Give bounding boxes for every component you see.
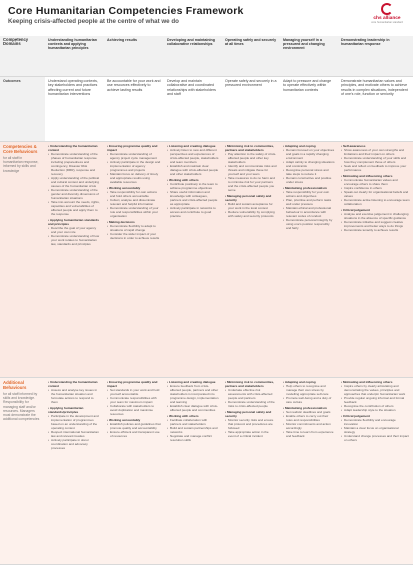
behaviour-item: • Apply understanding of the political and cultural context and underlying causes of the humanitarian crisis [48, 176, 101, 188]
behaviour-item: • Actively participate in networks to access and contribute to good practice [167, 206, 219, 218]
behaviour-group-heading: • Minimising risk to communities, partners and stakeholders [225, 380, 275, 388]
behaviour-item: • Set realistic deadlines and goals [283, 410, 335, 414]
domain-heading: Achieving results [107, 38, 137, 42]
behaviour-item: • Maintain focus on delivery of timely and appropriate results using available resources [107, 172, 161, 184]
behaviour-item: • Remain focused on your objectives and goals in a rapidly changing environment [283, 148, 335, 160]
behaviour-item: • Share useful information and knowledge with colleagues, partners and crisis-affected people as appropriate [167, 190, 219, 206]
behaviour-item: • Assess and analyse key issues in the humanitarian situation and formulate actions to respond to them [48, 388, 101, 404]
page-subtitle: Keeping crisis-affected people at the centre of what we do [8, 18, 179, 25]
core-behaviours-row [0, 142, 413, 378]
behaviour-item: • Show awareness of your own strengths and limitations and their impact on others [341, 148, 410, 156]
domain-heading: Developing and maintaining collaborative relationships [167, 38, 215, 47]
behaviour-item: • Build and sustain acceptance for your work in the local context [225, 202, 277, 210]
behaviour-group-heading: • Adapting and coping [283, 380, 316, 384]
behaviour-item: • Set standards in your work and hold yourself accountable [107, 388, 161, 396]
behaviour-item: • Take responsibility for own actions and hold others accountable [107, 190, 161, 198]
additional-row-label [0, 378, 45, 564]
outcome-text: Operate safely and securely in a pressured environment [225, 79, 277, 88]
behaviour-group-heading: • Ensuring programme quality and impact [107, 144, 158, 152]
behaviour-group-heading: • Critical judgement [341, 414, 370, 418]
behaviour-group-heading: • Listening and creating dialogue [167, 144, 216, 148]
behaviour-item: • Adapt calmly to changing situations and constraints [283, 160, 335, 168]
behaviour-item: • Provide regular ongoing informal and formal feedback [341, 396, 410, 404]
behaviour-group-heading: • Managing personal safety and security [225, 410, 272, 418]
outcome-text: Be accountable for your work and use resources effectively to achieve lasting results [107, 79, 161, 92]
behaviour-item: • Inspire confidence in others [341, 186, 410, 190]
page-title: Core Humanitarian Competencies Framework [8, 5, 244, 17]
behaviour-cell [338, 378, 413, 564]
behaviour-cell [338, 142, 413, 377]
behaviour-item: • Ensure feedback from crisis-affected people, partners and other stakeholders is incorporated into programme design, implementation and learning [167, 384, 219, 404]
logo-name: chs alliance [373, 16, 401, 21]
additional-description: for all staff informed by skills and knowledge. Responsibility for managing staff and/or resources. Managers must demonstrate the additional competencies [3, 392, 40, 422]
behaviour-item: • Take measures to do no harm and to minimise risk for your partners and the crisis-affected people you serve [225, 176, 277, 192]
behaviour-item: • Negotiate and manage conflict resolution skills [167, 434, 219, 442]
additional-behaviours-row [0, 378, 413, 565]
behaviour-cell [104, 378, 164, 564]
behaviour-group-heading: • Adapting and coping [283, 144, 316, 148]
behaviour-cell [164, 378, 222, 564]
page-header [8, 5, 368, 25]
domain-label: Competency Domains [3, 37, 29, 47]
behaviour-item: • Demonstrate flexibility and encourage innovation [341, 418, 410, 426]
behaviour-group-heading: • Working accountably [107, 186, 141, 190]
outcome-text: Develop and maintain collaborative and coordinated relationships with stakeholders and staff [167, 79, 216, 97]
behaviour-cell [164, 142, 222, 377]
behaviour-item: • Facilitate collaboration with partners and stakeholders [167, 418, 219, 426]
behaviour-item: • Establish policies and guidelines that promote quality and accountability [107, 422, 161, 430]
behaviour-item: • Adapt leadership style to the situation [341, 408, 410, 412]
behaviour-item: • Monitor security risks and ensure that protocol and procedures are followed [225, 418, 277, 430]
behaviour-group-heading: • Applying humanitarian standards/principles [48, 406, 84, 414]
behaviour-group-heading: • Working accountably [107, 418, 141, 422]
behaviour-cell [222, 378, 280, 564]
behaviour-cell [222, 142, 280, 377]
behaviour-group-heading: • Critical judgement [341, 208, 370, 212]
behaviour-group-heading: • Listening and creating dialogue [167, 380, 216, 384]
behaviour-group-heading: • Minimising risk to communities, partners and stakeholders [225, 144, 275, 152]
core-description: for all staff in humanitarian response, informed by skills and knowledge [3, 156, 39, 173]
domain-heading: Operating safely and securely at all times [225, 38, 277, 47]
behaviour-item: • Consider the wider impact of your decisions in order to achieve results [107, 232, 161, 240]
behaviour-item: • Speak out clearly for organisational beliefs and values [341, 190, 410, 198]
domain-heading: Understanding humanitarian contexts and applying humanitarian principles [48, 38, 97, 51]
behaviour-item: • Analyse and exercise judgement in challenging situations in the absence of specific guidance [341, 212, 410, 220]
behaviour-item: • Seek and reflect on feedback to improve your performance [341, 164, 410, 172]
behaviour-item: • Help others to recognise and manage their own stress by modelling appropriate self-care [283, 384, 335, 396]
behaviour-group-heading: • Applying humanitarian standards and principles [48, 218, 99, 226]
domain-heading: Demonstrating leadership in humanitarian response [341, 38, 390, 47]
behaviour-group-heading: • Making decisions [107, 220, 135, 224]
behaviour-item: • Take responsibility for your own actions and objectives [283, 190, 335, 198]
behaviour-item: • Take appropriate action in the event of a critical incident [225, 430, 277, 438]
domain-header-row [0, 36, 413, 77]
outcome-text: Adapt to pressure and change to operate effectively within humanitarian contexts [283, 79, 332, 92]
behaviour-item: • Plan, prioritise and perform tasks well under pressure [283, 198, 335, 206]
outcomes-label: Outcomes [0, 77, 45, 141]
behaviour-cell [104, 142, 164, 377]
behaviour-item: • Actively participate in donor coordination and advocacy processes [48, 438, 101, 450]
behaviour-item: • Demonstrate understanding of the gender and diversity dimensions of humanitarian situations [48, 188, 101, 200]
behaviour-item: • Understand change processes and their impact on others [341, 434, 410, 442]
behaviour-item: • Demonstrate tenacity to achieve results [341, 228, 410, 232]
behaviour-group-heading: • Working with others [167, 178, 199, 182]
behaviour-group-heading: • Maintaining professionalism [283, 406, 327, 410]
behaviour-group-heading: • Managing personal safety and security [225, 194, 272, 202]
behaviour-item: • Establish and maintain clear dialogue with crisis-affected people and other stakeholders [167, 164, 219, 176]
core-title: Competencies & Core Behaviours [3, 144, 38, 154]
additional-title: Additional Behaviours [3, 380, 27, 390]
behaviour-item: • Remain constructive and positive under stress [283, 176, 335, 184]
behaviour-group-heading: • Motivating and influencing others [341, 380, 393, 384]
behaviour-item: • Collect, analyse and disseminate relevant and helpful information [107, 198, 161, 206]
chs-logo-icon [381, 3, 393, 15]
behaviour-cell [45, 378, 104, 564]
behaviour-group-heading: • Understanding the humanitarian context [48, 144, 98, 152]
behaviour-item: • Recognise the contribution of others [341, 404, 410, 408]
behaviour-item: • Maintain a clear focus on organisational strategy [341, 426, 410, 434]
behaviour-item: • Demonstrate active listening to encourage team collaboration [341, 198, 410, 206]
outcome-text: Demonstrate humanitarian values and principles, and motivate others to achieve results in complex situations, independent of one's role, function or seniority [341, 79, 408, 97]
behaviour-item: • Demonstrate understanding of the risks to crisis-affected people [225, 400, 277, 408]
behaviour-item: • Ensure efficient and transparent use of resources [107, 430, 161, 438]
outcome-text: Understand operating contexts, key stakeholders and practices affecting current and future humanitarian interventions [48, 79, 98, 97]
behaviour-item: • Maintain ethical and professional behaviour in accordance with relevant codes of conduct [283, 206, 335, 218]
behaviour-item: • Participate in the development and implementation of programmes based on an understanding of the operating context [48, 414, 101, 430]
behaviour-cell [45, 142, 104, 377]
behaviour-item: • Collaborate with stakeholders to avoid duplication and maximise resources [107, 404, 161, 416]
behaviour-item: • Take into account the needs, rights, capacities and vulnerabilities of affected people and apply them to the response [48, 200, 101, 216]
behaviour-cell [280, 378, 338, 564]
behaviour-group-heading: • Understanding the humanitarian context [48, 380, 98, 388]
behaviour-item: • Recognise personal stress and take steps to reduce it [283, 168, 335, 176]
behaviour-group-heading: • Ensuring programme quality and impact [107, 380, 158, 388]
core-row-label [0, 142, 45, 377]
behaviour-item: • Demonstrate flexibility to adapt to situations of rapid change [107, 224, 161, 232]
behaviour-item: • Actively participate in the design and implementation of agency programmes and projects [107, 160, 161, 172]
behaviour-group-heading: • Working with others [167, 414, 199, 418]
behaviour-item: • Reduce vulnerability by complying with safety and security protocols [225, 210, 277, 218]
behaviour-item: • Demonstrate understanding of the phases of humanitarian response including preparedness and contingency, Disaster Risk Reduction (DRR), response and recovery [48, 152, 101, 176]
behaviour-group-heading: • Self-awareness [341, 144, 366, 148]
behaviour-item: • Demonstrate initiative and suggest creative improvements and better ways to do things [341, 220, 410, 228]
behaviour-item: • Actively listen to new and different perspectives and experiences of crisis-affected people, stakeholders and team members [167, 148, 219, 164]
logo-tagline: core humanitarian standard [371, 21, 403, 24]
chs-alliance-logo [367, 3, 407, 29]
behaviour-item: • Enable others to carry out their roles and responsibilities [283, 414, 335, 422]
behaviour-item: • Respect international humanitarian law and relevant treaties [48, 430, 101, 438]
outcomes-row [0, 77, 413, 142]
behaviour-item: • Build and sustain partnerships and networks [167, 426, 219, 434]
domain-heading: Managing yourself in a pressured and changing environment [283, 38, 325, 51]
behaviour-item: • Communicate humanitarian values and encourage others to share them [341, 178, 410, 186]
behaviour-item: • Establish clear dialogue with crisis-affected people and communities [167, 404, 219, 412]
behaviour-item: • Demonstrate personal integrity by using one's position responsibly and fairly [283, 218, 335, 230]
behaviour-item: • Contribute positively to the team to achieve programme objectives [167, 182, 219, 190]
behaviour-item: • Pay attention to the safety of crisis-affected people and other key stakeholders [225, 152, 277, 164]
competency-table [0, 36, 413, 565]
behaviour-item: • Demonstrate understanding of your role and responsibilities within your organisation [107, 206, 161, 218]
behaviour-item: • Describe the goal of your agency and your own role [48, 226, 101, 234]
behaviour-item: • Demonstrate understanding of how your work relates to humanitarian law, standards and principles [48, 234, 101, 246]
behaviour-item: • Communicate responsibilities with your team for maximum impact [107, 396, 161, 404]
behaviour-item: • Inspire others by clearly articulating and demonstrating the values, principles and approaches that underpin humanitarian work [341, 384, 410, 396]
behaviour-item: • Monitor commitments and action accordingly [283, 422, 335, 430]
behaviour-group-heading: • Maintaining professionalism [283, 186, 327, 190]
behaviour-group-heading: • Motivating and influencing others [341, 174, 393, 178]
behaviour-item: • Demonstrate understanding of your skills and how they complement those of others [341, 156, 410, 164]
behaviour-cell [280, 142, 338, 377]
behaviour-item: • Promote well-being and a duty of care culture [283, 396, 335, 404]
behaviour-item: • Identify and communicate risks and threats and mitigate these for yourself and your team [225, 164, 277, 176]
behaviour-item: • Demonstrate understanding of agency project cycle management [107, 152, 161, 160]
behaviour-item: • Take time to learn from experience and feedback [283, 430, 335, 438]
behaviour-item: • Undertake effective risk assessments with crisis-affected people and partners [225, 388, 277, 400]
